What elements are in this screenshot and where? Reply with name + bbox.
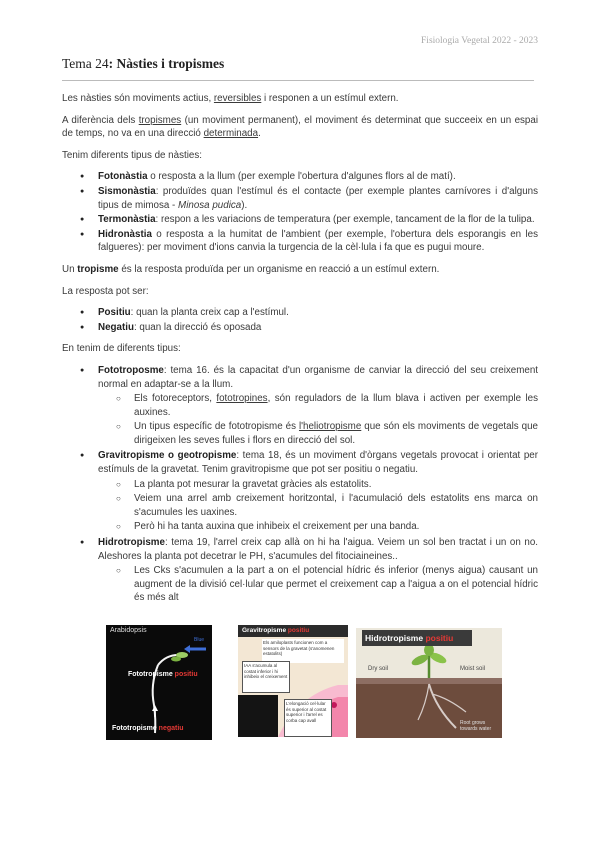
figure-gravitropisme xyxy=(238,625,348,737)
course-header: Fisiologia Vegetal 2022 - 2023 xyxy=(421,36,538,46)
figure-label: Root grows towards water xyxy=(460,720,492,732)
figure-label: Fototropisme positiu xyxy=(128,671,198,678)
resposta-list xyxy=(62,306,538,334)
figure-label: Dry soil xyxy=(368,666,389,672)
list-item-gravitropisme: ● Gravitropisme o geotropisme: tema 18, és un moviment d'òrgans vegetals provocat i orientat per estímuls de la gravetat. Tenim gravitropisme que pot ser positiu o negatiu. ○ La planta pot mesurar la gravetat gràcies als estatolits. ○ Veiem una arrel amb creixement horitzontal, i l'acumulació dels estatolits ens marca on s'acumules les uaxines. ○ Però hi ha tanta auxina que inhibeix el creixement per una banda. xyxy=(62,449,538,534)
figure-fototropisme xyxy=(106,625,212,740)
paragraph-nasties-definition: Les nàsties són moviments actius, reversibles i responen a un estímul extern. xyxy=(62,93,399,104)
sub-list-item: ○ Veiem una arrel amb creixement horitzontal, i l'acumulació dels estatolits ens marca on s'acumules les uaxines. xyxy=(62,492,538,519)
list-item-fototropisme: ● Fototroposme: tema 16. és la capacitat d'un organisme de canviar la direcció del seu creixement normal en adaptar-se a la llum. ○ Els fotoreceptors, fototropines, són reguladors de la llum blava i activen per exemple les auxines. ○ Un tipus específic de fototropisme és l'heliotropisme que són els moviments de vegetals que dirigeixen les seves fulles i flors en direcció del sol. xyxy=(62,364,538,448)
list-item: ● Positiu: quan la planta creix cap a l'estímul. xyxy=(62,306,538,320)
figure-note: Els amiloplasts funcionen com a sensors de la gravetat (s'anomenen estatolits) xyxy=(262,639,344,663)
sub-list-item: ○ Els fotoreceptors, fototropines, són reguladors de la llum blava i activen per exemple les auxines. xyxy=(62,392,538,419)
paragraph-nasties-difference: A diferència dels tropismes (un moviment permanent), el moviment és determinat que succeeix en un espai de temps, no va en una direcció determinada. xyxy=(62,114,538,140)
list-item: ● Hidronàstia o resposta a la humitat de l'ambient (per exemple, l'obertura dels esporangis en les falgueres): per moviment d'ions canvia la turgencia de la cèl·lula i fa que es pugui moure. xyxy=(62,228,538,255)
nasties-list xyxy=(62,170,538,255)
title-divider xyxy=(62,80,534,81)
list-item: ● Fotonàstia o resposta a la llum (per exemple l'obertura d'algunes flors al de matí). xyxy=(62,170,538,184)
figure-title: Gravitropisme positiu xyxy=(242,627,310,634)
sub-list xyxy=(98,392,538,447)
paragraph-tropisme-definition: Un tropisme és la resposta produïda per un organisme en reacció a un estímul extern. xyxy=(62,263,440,275)
figure-note: L'elongació cel·lular és superior al costat superior i l'arrel es corba cap avall xyxy=(284,699,332,737)
sub-list-item: ○ La planta pot mesurar la gravetat gràcies als estatolits. xyxy=(62,478,538,492)
figure-label: Fototropisme negatiu xyxy=(112,725,184,732)
tropisme-types-list xyxy=(62,364,538,605)
sub-list-item: ○ Però hi ha tanta auxina que inhibeix el creixement per una banda. xyxy=(62,520,538,534)
page-title: Tema 24: Nàsties i tropismes xyxy=(62,56,225,71)
figure-label: Moist soil xyxy=(460,666,486,672)
paragraph-nasties-types: Tenim diferents tipus de nàsties: xyxy=(62,149,202,161)
paragraph-resposta: La resposta pot ser: xyxy=(62,285,149,297)
list-item: ● Termonàstia: respon a les variacions de temperatura (per exemple, tancament de la flor de la tulipa. xyxy=(62,213,538,227)
sub-list-item: ○ Un tipus específic de fototropisme és l'heliotropisme que són els moviments de vegetals que dirigeixen les seves fulles i flors en direcció del sol. xyxy=(62,420,538,447)
list-item: ● Sismonàstia: produïdes quan l'estímul és el contacte (per exemple plantes carnívores i d'alguns tipus de mimosa - Minosa pudica). xyxy=(62,185,538,212)
figure-hidrotropisme xyxy=(356,628,502,738)
figure-label: Blue xyxy=(194,637,205,643)
sub-list-item: ○ Les Cks s'acumulen a la part a on el potencial hídric és inferior (menys aigua) causant un augment de la divisió cel·lular que permet el creixement cap a l'aigua a on el potencial hídric és més alt xyxy=(62,564,538,605)
sub-list xyxy=(98,478,538,534)
sub-list xyxy=(98,564,538,605)
figure-title: Hidrotropisme positiu xyxy=(365,633,454,643)
list-item-hidrotropisme: ● Hidrotropisme: tema 19, l'arrel creix cap allà on hi ha l'aigua. Veiem un sol ben tractat i un on no. Aleshores la planta pot decetrar le PH, s'acumules del fitociaineines.. ○ Les Cks s'acumulen a la part a on el potencial hídric és inferior (menys aigua) causant un augment de la divisió cel·lular que permet el creixement cap a l'aigua a on el potencial hídric és més alt xyxy=(62,536,538,605)
paragraph-tipus: En tenim de diferents tipus: xyxy=(62,343,181,355)
figure-label: Arabidopsis xyxy=(110,627,147,634)
figure-note: IAA s'acumula al costat inferior i hi inhibeix el creixement xyxy=(242,661,290,693)
document-body xyxy=(62,92,538,613)
figures-row xyxy=(106,625,506,740)
list-item: ● Negatiu: quan la direcció és oposada xyxy=(62,321,538,335)
